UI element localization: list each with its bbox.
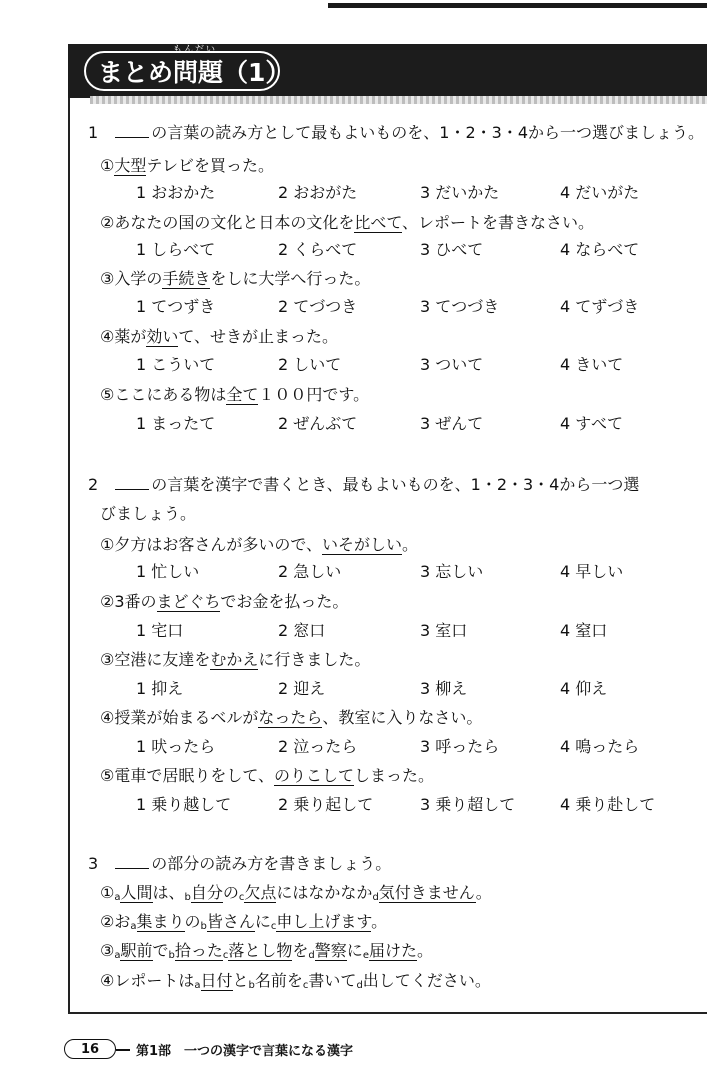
blank-line	[115, 854, 149, 869]
s2-item5-opt1[interactable]: 1 乗り越して	[136, 795, 232, 814]
s1-item4: ④薬が効いて、せきが止まった。	[100, 327, 339, 346]
s1-item1-opt4[interactable]: 4 だいがた	[560, 183, 640, 202]
s1-item5-opt3[interactable]: 3 ぜんて	[420, 414, 484, 433]
s2-item1-opt2[interactable]: 2 急しい	[278, 562, 342, 581]
s1-item5-opt2[interactable]: 2 ぜんぶて	[278, 414, 358, 433]
s3-line2: ②お$_a$集まりの$_b$皆さんに$_c$申し上げます。	[100, 912, 388, 932]
s1-item2: ②あなたの国の文化と日本の文化を比べて、レポートを書きなさい。	[100, 213, 595, 232]
s1-item3-opt4[interactable]: 4 てずづき	[560, 297, 640, 316]
s2-item2-opt2[interactable]: 2 窓口	[278, 621, 326, 640]
section1-instruction-text: の言葉の読み方として最もよいものを、1・2・3・4から一つ選びましょう。	[151, 123, 705, 142]
section2-number: 2	[88, 475, 99, 494]
title-ruby: もんだい	[173, 45, 218, 55]
section1-number: 1	[88, 123, 99, 142]
s2-item1-opt3[interactable]: 3 忘しい	[420, 562, 484, 581]
s3-line3: $③_a$駅前で$_b$拾った$_c$落とし物を$_d$警察に$_e$届けた。	[100, 941, 433, 961]
s2-item5-opt2[interactable]: 2 乗り起して	[278, 795, 374, 814]
s2-item4: ④授業が始まるベルがなったら、教室に入りなさい。	[100, 708, 483, 727]
s2-item2: ②3番のまどぐちでお金を払った。	[100, 592, 349, 611]
s1-item2-opt1[interactable]: 1 しらべて	[136, 240, 216, 259]
s1-item5: ⑤ここにある物は全て１００円です。	[100, 385, 370, 404]
section3-instruction-text: の部分の読み方を書きましょう。	[151, 854, 392, 873]
s1-item1-opt2[interactable]: 2 おおがた	[278, 183, 358, 202]
s2-item4-opt4[interactable]: 4 鳴ったら	[560, 737, 640, 756]
blank-line	[115, 475, 149, 490]
s2-item5: ⑤電車で居眠りをして、のりこしてしまった。	[100, 766, 435, 785]
s2-item1-opt1[interactable]: 1 忙しい	[136, 562, 200, 581]
s1-item4-opt2[interactable]: 2 しいて	[278, 355, 342, 374]
s2-item2-opt4[interactable]: 4 窒口	[560, 621, 608, 640]
s1-item3: ③入学の手続きをしに大学へ行った。	[100, 269, 371, 288]
section2-instruction-text: の言葉を漢字で書くとき、最もよいものを、1・2・3・4から一つ選	[151, 475, 640, 494]
s1-item3-opt3[interactable]: 3 てつづき	[420, 297, 500, 316]
section1-instruction	[88, 122, 704, 144]
footer-chapter-title: 第1部 一つの漢字で言葉になる漢字	[136, 1044, 354, 1059]
s2-item1: ①夕方はお客さんが多いので、いそがしい。	[100, 535, 419, 554]
s1-item1: ①大型テレビを買った。	[100, 156, 275, 175]
s1-item3-opt2[interactable]: 2 てづつき	[278, 297, 358, 316]
s1-item4-opt1[interactable]: 1 こういて	[136, 355, 216, 374]
top-rule	[328, 3, 707, 8]
s2-item5-opt3[interactable]: 3 乗り超して	[420, 795, 516, 814]
s2-item4-opt1[interactable]: 1 吠ったら	[136, 737, 216, 756]
page-title: まとめ問題（1）	[84, 51, 280, 91]
s2-item1-opt4[interactable]: 4 早しい	[560, 562, 624, 581]
section3-instruction	[88, 853, 391, 875]
s1-item2-opt4[interactable]: 4 ならべて	[560, 240, 640, 259]
section2-instruction-cont: びましょう。	[100, 504, 197, 523]
s2-item3-opt1[interactable]: 1 抑え	[136, 679, 184, 698]
title-banner-stripe	[90, 96, 707, 104]
s1-item4-opt4[interactable]: 4 きいて	[560, 355, 624, 374]
s2-item4-opt3[interactable]: 3 呼ったら	[420, 737, 500, 756]
section2-instruction	[88, 474, 639, 496]
page-number: 16	[64, 1039, 116, 1059]
s1-item5-opt4[interactable]: 4 すべて	[560, 414, 623, 433]
s3-line4: ④レポートは$_a$日付と$_b$名前を$_c$書いて$_d$出してください。	[100, 971, 491, 991]
s1-item1-opt3[interactable]: 3 だいかた	[420, 183, 500, 202]
s3-line1: $①_a$人間は、$_b$自分の$_c$欠点にはなかなか$_d$気付きません。	[100, 883, 492, 903]
s1-item2-opt3[interactable]: 3 ひべて	[420, 240, 484, 259]
s1-item4-opt3[interactable]: 3 ついて	[420, 355, 484, 374]
s1-item5-opt1[interactable]: 1 まったて	[136, 414, 216, 433]
s1-item3-opt1[interactable]: 1 てつずき	[136, 297, 216, 316]
s2-item2-opt3[interactable]: 3 室口	[420, 621, 468, 640]
section3-number: 3	[88, 854, 99, 873]
s2-item2-opt1[interactable]: 1 宅口	[136, 621, 184, 640]
s2-item3-opt4[interactable]: 4 仰え	[560, 679, 608, 698]
s1-item1-opt1[interactable]: 1 おおかた	[136, 183, 216, 202]
s2-item3-opt3[interactable]: 3 柳え	[420, 679, 468, 698]
s2-item4-opt2[interactable]: 2 泣ったら	[278, 737, 358, 756]
s2-item3-opt2[interactable]: 2 迎え	[278, 679, 326, 698]
s2-item5-opt4[interactable]: 4 乗り赴して	[560, 795, 656, 814]
footer-dash	[116, 1049, 130, 1051]
s2-item3: ③空港に友達をむかえに行きました。	[100, 650, 371, 669]
s1-item2-opt2[interactable]: 2 くらべて	[278, 240, 358, 259]
blank-line	[115, 123, 149, 138]
